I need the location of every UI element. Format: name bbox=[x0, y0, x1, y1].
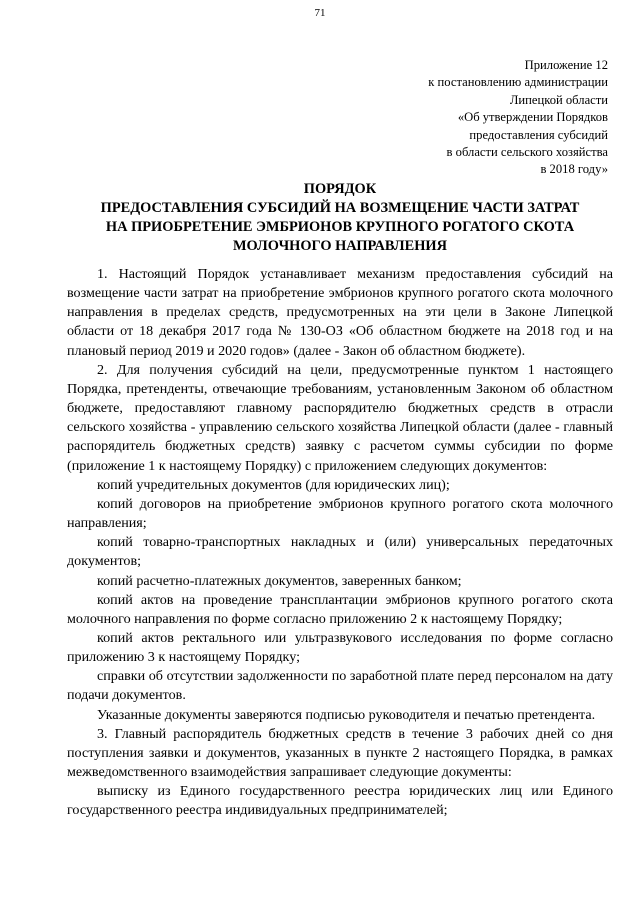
title-line: ПОРЯДОК bbox=[303, 181, 377, 197]
list-item: справки об отсутствии задолженности по заработной плате перед персоналом на дату подачи документов. bbox=[67, 668, 613, 704]
paragraph: 3. Главный распорядитель бюджетных средств в течение 3 рабочих дней со дня поступления заявки и документов, указанных в пункте 2 настоящего Порядка, в рамках межведомственного взаимодействия запрашивает следующие документы: bbox=[67, 725, 613, 781]
list-item: копий договоров на приобретение эмбрионов крупного рогатого скота молочного направления; bbox=[67, 495, 613, 532]
title-line: НА ПРИОБРЕТЕНИЕ ЭМБРИОНОВ КРУПНОГО РОГАТОГО СКОТА bbox=[105, 219, 575, 235]
list-item: копий актов на проведение трансплантации эмбрионов крупного рогатого скота молочного направления по форме согласно приложению 2 к настоящему Порядку; bbox=[67, 591, 613, 627]
document-title bbox=[60, 180, 620, 256]
list-item: копий актов ректального или ультразвукового исследования по форме согласно приложению 3 к настоящему Порядку; bbox=[67, 629, 613, 666]
list-item: копий расчетно-платежных документов, заверенных банком; bbox=[97, 572, 462, 589]
appendix-header bbox=[428, 57, 608, 179]
appendix-line: Приложение 12 bbox=[524, 58, 608, 72]
appendix-line: предоставления субсидий bbox=[469, 127, 608, 142]
paragraph: Указанные документы заверяются подписью руководителя и печатью претендента. bbox=[97, 706, 596, 723]
appendix-line: «Об утверждении Порядков bbox=[457, 110, 608, 125]
appendix-line: в области сельского хозяйства bbox=[446, 145, 608, 160]
title-line: ПРЕДОСТАВЛЕНИЯ СУБСИДИЙ НА ВОЗМЕЩЕНИЕ ЧАСТИ ЗАТРАТ bbox=[100, 200, 580, 216]
appendix-line: к постановлению администрации bbox=[428, 75, 608, 90]
document-body bbox=[67, 265, 613, 821]
list-item: выписку из Единого государственного реестра юридических лиц или Единого государственного реестра индивидуальных предпринимателей; bbox=[67, 783, 613, 819]
appendix-line: Липецкой области bbox=[509, 92, 608, 107]
list-item: копий учредительных документов (для юридических лиц); bbox=[97, 476, 450, 493]
list-item: копий товарно-транспортных накладных и (или) универсальных передаточных документов; bbox=[67, 534, 613, 570]
paragraph: 2. Для получения субсидий на цели, предусмотренные пунктом 1 настоящего Порядка, претенденты, отвечающие требованиям, установленным Законом об областном бюджете, предоставляют главному распорядителю бюджетных средств в отрасли сельского хозяйства - управлению сельского хозяйства Липецкой области (далее - главный распорядитель бюджетных средств) заявку с расчетом суммы субсидии по форме (приложение 1 к настоящему Порядку) с приложением следующих документов: bbox=[67, 361, 613, 474]
page-number: 71 bbox=[314, 7, 326, 19]
paragraph: 1. Настоящий Порядок устанавливает механизм предоставления субсидий на возмещение части затрат на приобретение эмбрионов крупного рогатого скота молочного направления в пределах средств, предусмотренных на эти цели в Законе Липецкой области от 18 декабря 2017 года № 130-ОЗ «Об областном бюджете на 2018 год и на плановый период 2019 и 2020 годов» (далее - Закон об областном бюджете). bbox=[67, 266, 613, 359]
appendix-line: в 2018 году» bbox=[540, 162, 608, 177]
title-line: МОЛОЧНОГО НАПРАВЛЕНИЯ bbox=[232, 238, 448, 254]
